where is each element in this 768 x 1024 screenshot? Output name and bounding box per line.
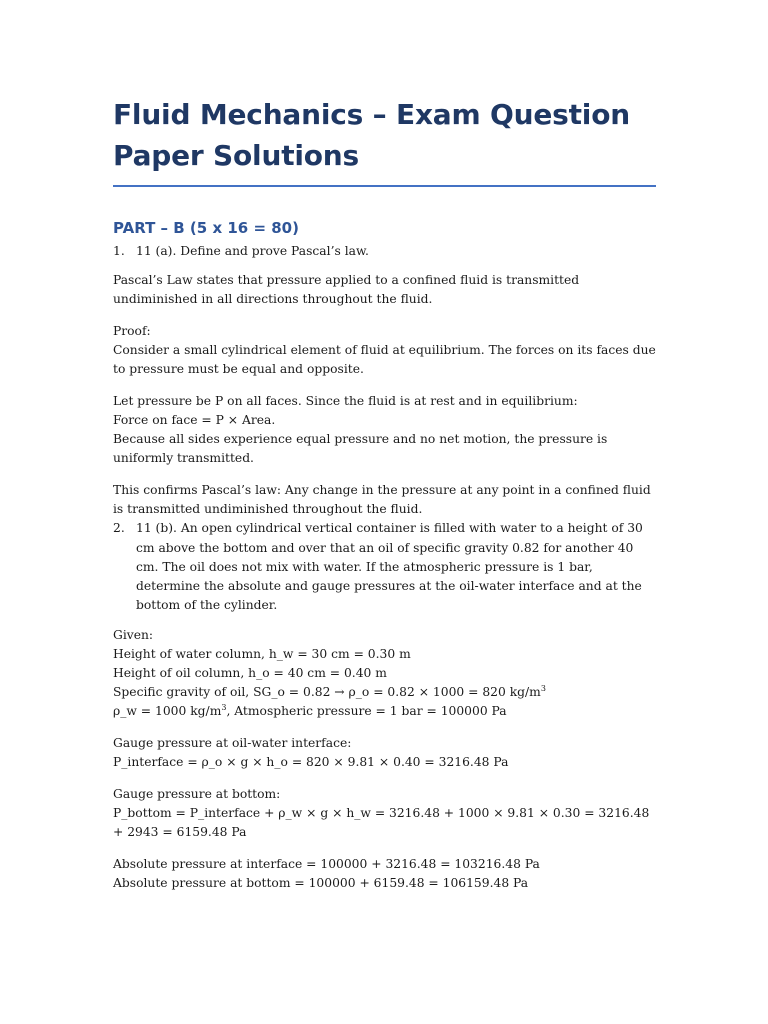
question-1-text: 11 (a). Define and prove Pascal’s law. bbox=[136, 244, 369, 258]
bottom-gauge-equation: P_bottom = P_interface + ρ_w × g × h_w = 3216.48 + 1000 × 9.81 × 0.30 = 3216.48 + 2943 = 6159.48 Pa bbox=[113, 805, 650, 839]
bottom-gauge-label: Gauge pressure at bottom: bbox=[113, 786, 281, 801]
proof-line-2: Force on face = P × Area. bbox=[113, 413, 276, 428]
question-2-number: 2. bbox=[113, 521, 125, 536]
given-water-height: Height of water column, h_w = 30 cm = 0.30 m bbox=[113, 646, 411, 661]
proof-continuation bbox=[113, 392, 656, 468]
interface-gauge-label: Gauge pressure at oil-water interface: bbox=[113, 735, 352, 750]
question-1-number: 1. bbox=[113, 244, 125, 258]
given-oil-density: Specific gravity of oil, SG_o = 0.82 → ρ_o = 0.82 × 1000 = 820 $kg/m^3$ bbox=[113, 683, 546, 699]
question-1 bbox=[113, 242, 656, 261]
bottom-gauge-block bbox=[113, 785, 656, 842]
document-content bbox=[113, 94, 656, 893]
absolute-pressure-block bbox=[113, 855, 656, 893]
absolute-pressure-interface: Absolute pressure at interface = 100000 + 3216.48 = 103216.48 Pa bbox=[113, 856, 540, 871]
absolute-pressure-bottom: Absolute pressure at bottom = 100000 + 6159.48 = 106159.48 Pa bbox=[113, 875, 529, 890]
given-label: Given: bbox=[113, 627, 154, 642]
pascal-conclusion: This confirms Pascal’s law: Any change in the pressure at any point in a confined fluid is transmitted undiminished throughout the fluid. bbox=[113, 483, 651, 517]
given-block bbox=[113, 626, 656, 721]
question-2 bbox=[113, 519, 656, 615]
question-2-text: 11 (b). An open cylindrical vertical container is filled with water to a height of 30 cm above the bottom and over that an oil of specific gravity 0.82 for another 40 cm. The oil does not mix with water. If the atmospheric pressure is 1 bar, determine the absolute and gauge pressures at the oil-water interface and at the bottom of the cylinder. bbox=[136, 521, 643, 613]
proof-line-1: Let pressure be P on all faces. Since the fluid is at rest and in equilibrium: bbox=[113, 394, 578, 409]
given-water-density-atm: ρ_w = 1000 $kg/m^3$, Atmospheric pressure = 1 bar = 100000 Pa bbox=[113, 702, 507, 718]
interface-gauge-equation: P_interface = ρ_o × g × h_o = 820 × 9.81 × 0.40 = 3216.48 Pa bbox=[113, 754, 509, 769]
proof-paragraph bbox=[113, 322, 656, 379]
pascal-law-statement: Pascal’s Law states that pressure applied to a confined fluid is transmitted undiminished in all directions throughout the fluid. bbox=[113, 273, 580, 307]
interface-gauge-block bbox=[113, 734, 656, 772]
proof-body: Consider a small cylindrical element of fluid at equilibrium. The forces on its faces due to pressure must be equal and opposite. bbox=[113, 343, 656, 377]
given-oil-height: Height of oil column, h_o = 40 cm = 0.40 m bbox=[113, 665, 387, 680]
proof-label: Proof: bbox=[113, 324, 151, 339]
section-heading: PART – B (5 x 16 = 80) bbox=[113, 219, 299, 237]
proof-line-3: Because all sides experience equal pressure and no net motion, the pressure is uniformly transmitted. bbox=[113, 432, 608, 466]
document-title: Fluid Mechanics – Exam Question Paper Solutions bbox=[113, 94, 656, 187]
